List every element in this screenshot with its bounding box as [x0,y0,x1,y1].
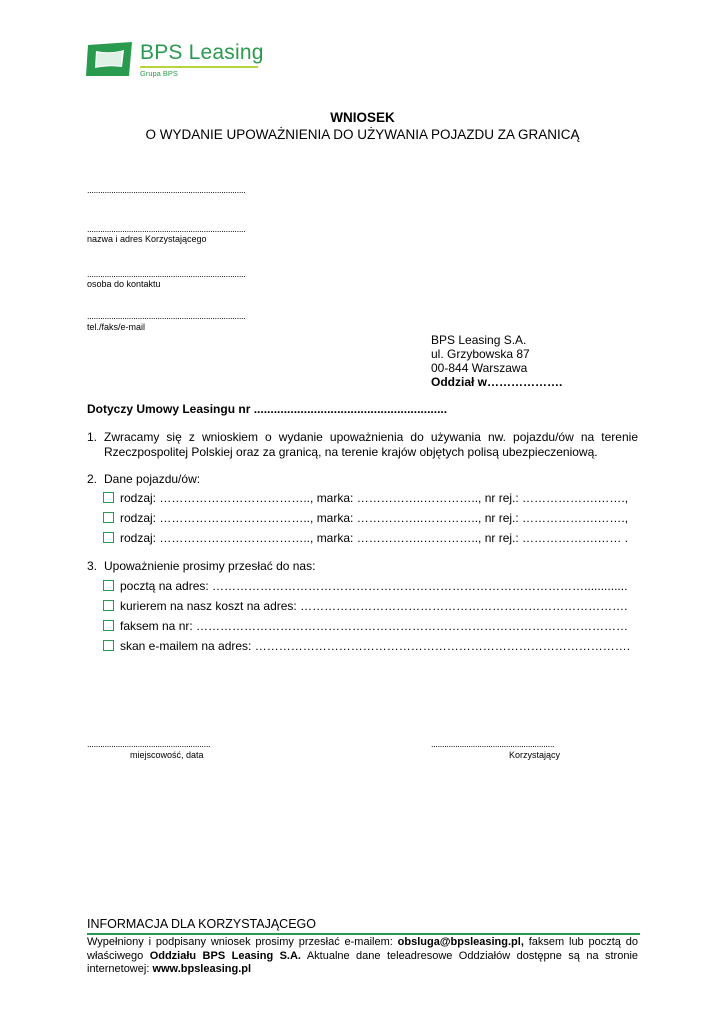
vehicle-row-3[interactable] [103,531,628,545]
contract-label: Dotyczy Umowy Leasingu nr [87,402,251,416]
info-divider [87,933,640,935]
section-2-heading: Dane pojazdu/ów: [104,472,201,486]
info-text [87,936,638,977]
section-2-number: 2. [87,472,98,486]
vehicle-checkbox-3[interactable] [103,532,114,543]
phone-line[interactable]: ........................................................................ [87,311,246,321]
vehicle-checkbox-2[interactable] [103,512,114,523]
fax-option-text[interactable]: faksem na nr: ……………………………………………………………………………………………… [120,619,629,633]
recipient-branch[interactable]: Oddział w………………. [431,375,563,389]
contract-number-field[interactable]: .......................................................... [253,402,448,416]
section-3-number: 3. [87,559,98,573]
vehicle-row-1-text[interactable]: rodzaj: ……………………………….., marka: ……………..………….., nr rej.: ……………….……., [120,491,629,505]
delivery-option-fax[interactable] [103,619,628,633]
info-text-2: faksem lub pocztą do właściwego [87,936,638,962]
place-date-line[interactable]: ........................................................ [87,739,211,749]
vehicle-checkbox-1[interactable] [103,492,114,503]
delivery-option-post[interactable] [103,579,627,593]
website-link[interactable]: www.bpsleasing.pl [152,963,252,975]
document-subtitle: O WYDANIE UPOWAŻNIENIA DO UŻYWANIA POJAZDU ZA GRANICĄ [145,127,580,142]
brand-underline [140,66,258,68]
section-1-number: 1. [87,430,98,444]
section-1 [87,430,638,460]
applicant-name-label: nazwa i adres Korzystającego [87,234,207,244]
delivery-option-email[interactable] [103,639,630,653]
vehicle-row-2[interactable] [103,511,628,525]
info-text-1: Wypełniony i podpisany wniosek prosimy przesłać e-mailem: [87,936,398,948]
brand-name: BPS Leasing [140,41,264,64]
contact-label: osoba do kontaktu [87,279,161,289]
vehicle-row-1[interactable] [103,491,628,505]
brand-group: Grupa BPS [140,69,178,78]
courier-checkbox[interactable] [103,600,114,611]
vehicle-row-3-text[interactable]: rodzaj: ……………………………….., marka: ……………..………….., nr rej.: ……………….…… . [120,531,629,545]
applicant-line-1[interactable]: ........................................................................ [87,185,246,195]
email-checkbox[interactable] [103,640,114,651]
contact-email[interactable]: obsluga@bpsleasing.pl, [397,936,524,948]
contact-line[interactable]: ........................................................................ [87,269,246,279]
section-1-text: Zwracamy się z wnioskiem o wydanie upoważnienia do używania nw. pojazdu/ów na terenie Rzeczpospolitej Polskiej oraz za granicą, na terenie krajów objętych polisą ubezpieczeniową. [104,430,638,459]
recipient-company: BPS Leasing S.A. [431,333,527,347]
phone-label: tel./faks/e-mail [87,322,146,332]
delivery-option-courier[interactable] [103,599,627,613]
fax-checkbox[interactable] [103,620,114,631]
post-option-text[interactable]: pocztą na adres: …………………………………………………………………………………............. [120,579,628,593]
courier-option-text[interactable]: kurierem na nasz koszt na adres: ………………………………………………………………………. [120,599,628,613]
bps-logo-icon [86,42,134,76]
recipient-city: 00-844 Warszawa [431,361,528,375]
recipient-street: ul. Grzybowska 87 [431,347,530,361]
info-text-3: Aktualne dane teleadresowe Oddziałów dostępne są na stronie internetowej: [87,949,638,975]
post-checkbox[interactable] [103,580,114,591]
applicant-line-2[interactable]: ........................................................................ [87,224,246,234]
signature-label: Korzystający [509,750,561,760]
contract-line[interactable] [87,402,447,416]
section-3-heading: Upoważnienie prosimy przesłać do nas: [104,559,316,573]
branch-reference: Oddziału BPS Leasing S.A. [149,949,301,962]
info-heading: INFORMACJA DLA KORZYSTAJĄCEGO [87,917,316,931]
document-title: WNIOSEK [330,110,395,125]
place-date-label: miejscowość, data [130,750,204,760]
signature-line[interactable]: ........................................................ [431,739,555,749]
vehicle-row-2-text[interactable]: rodzaj: ……………………………….., marka: ……………..………….., nr rej.: ……………….……., [120,511,629,525]
email-option-text[interactable]: skan e-mailem na adres: …………………………………………………………………………………. [120,639,631,653]
